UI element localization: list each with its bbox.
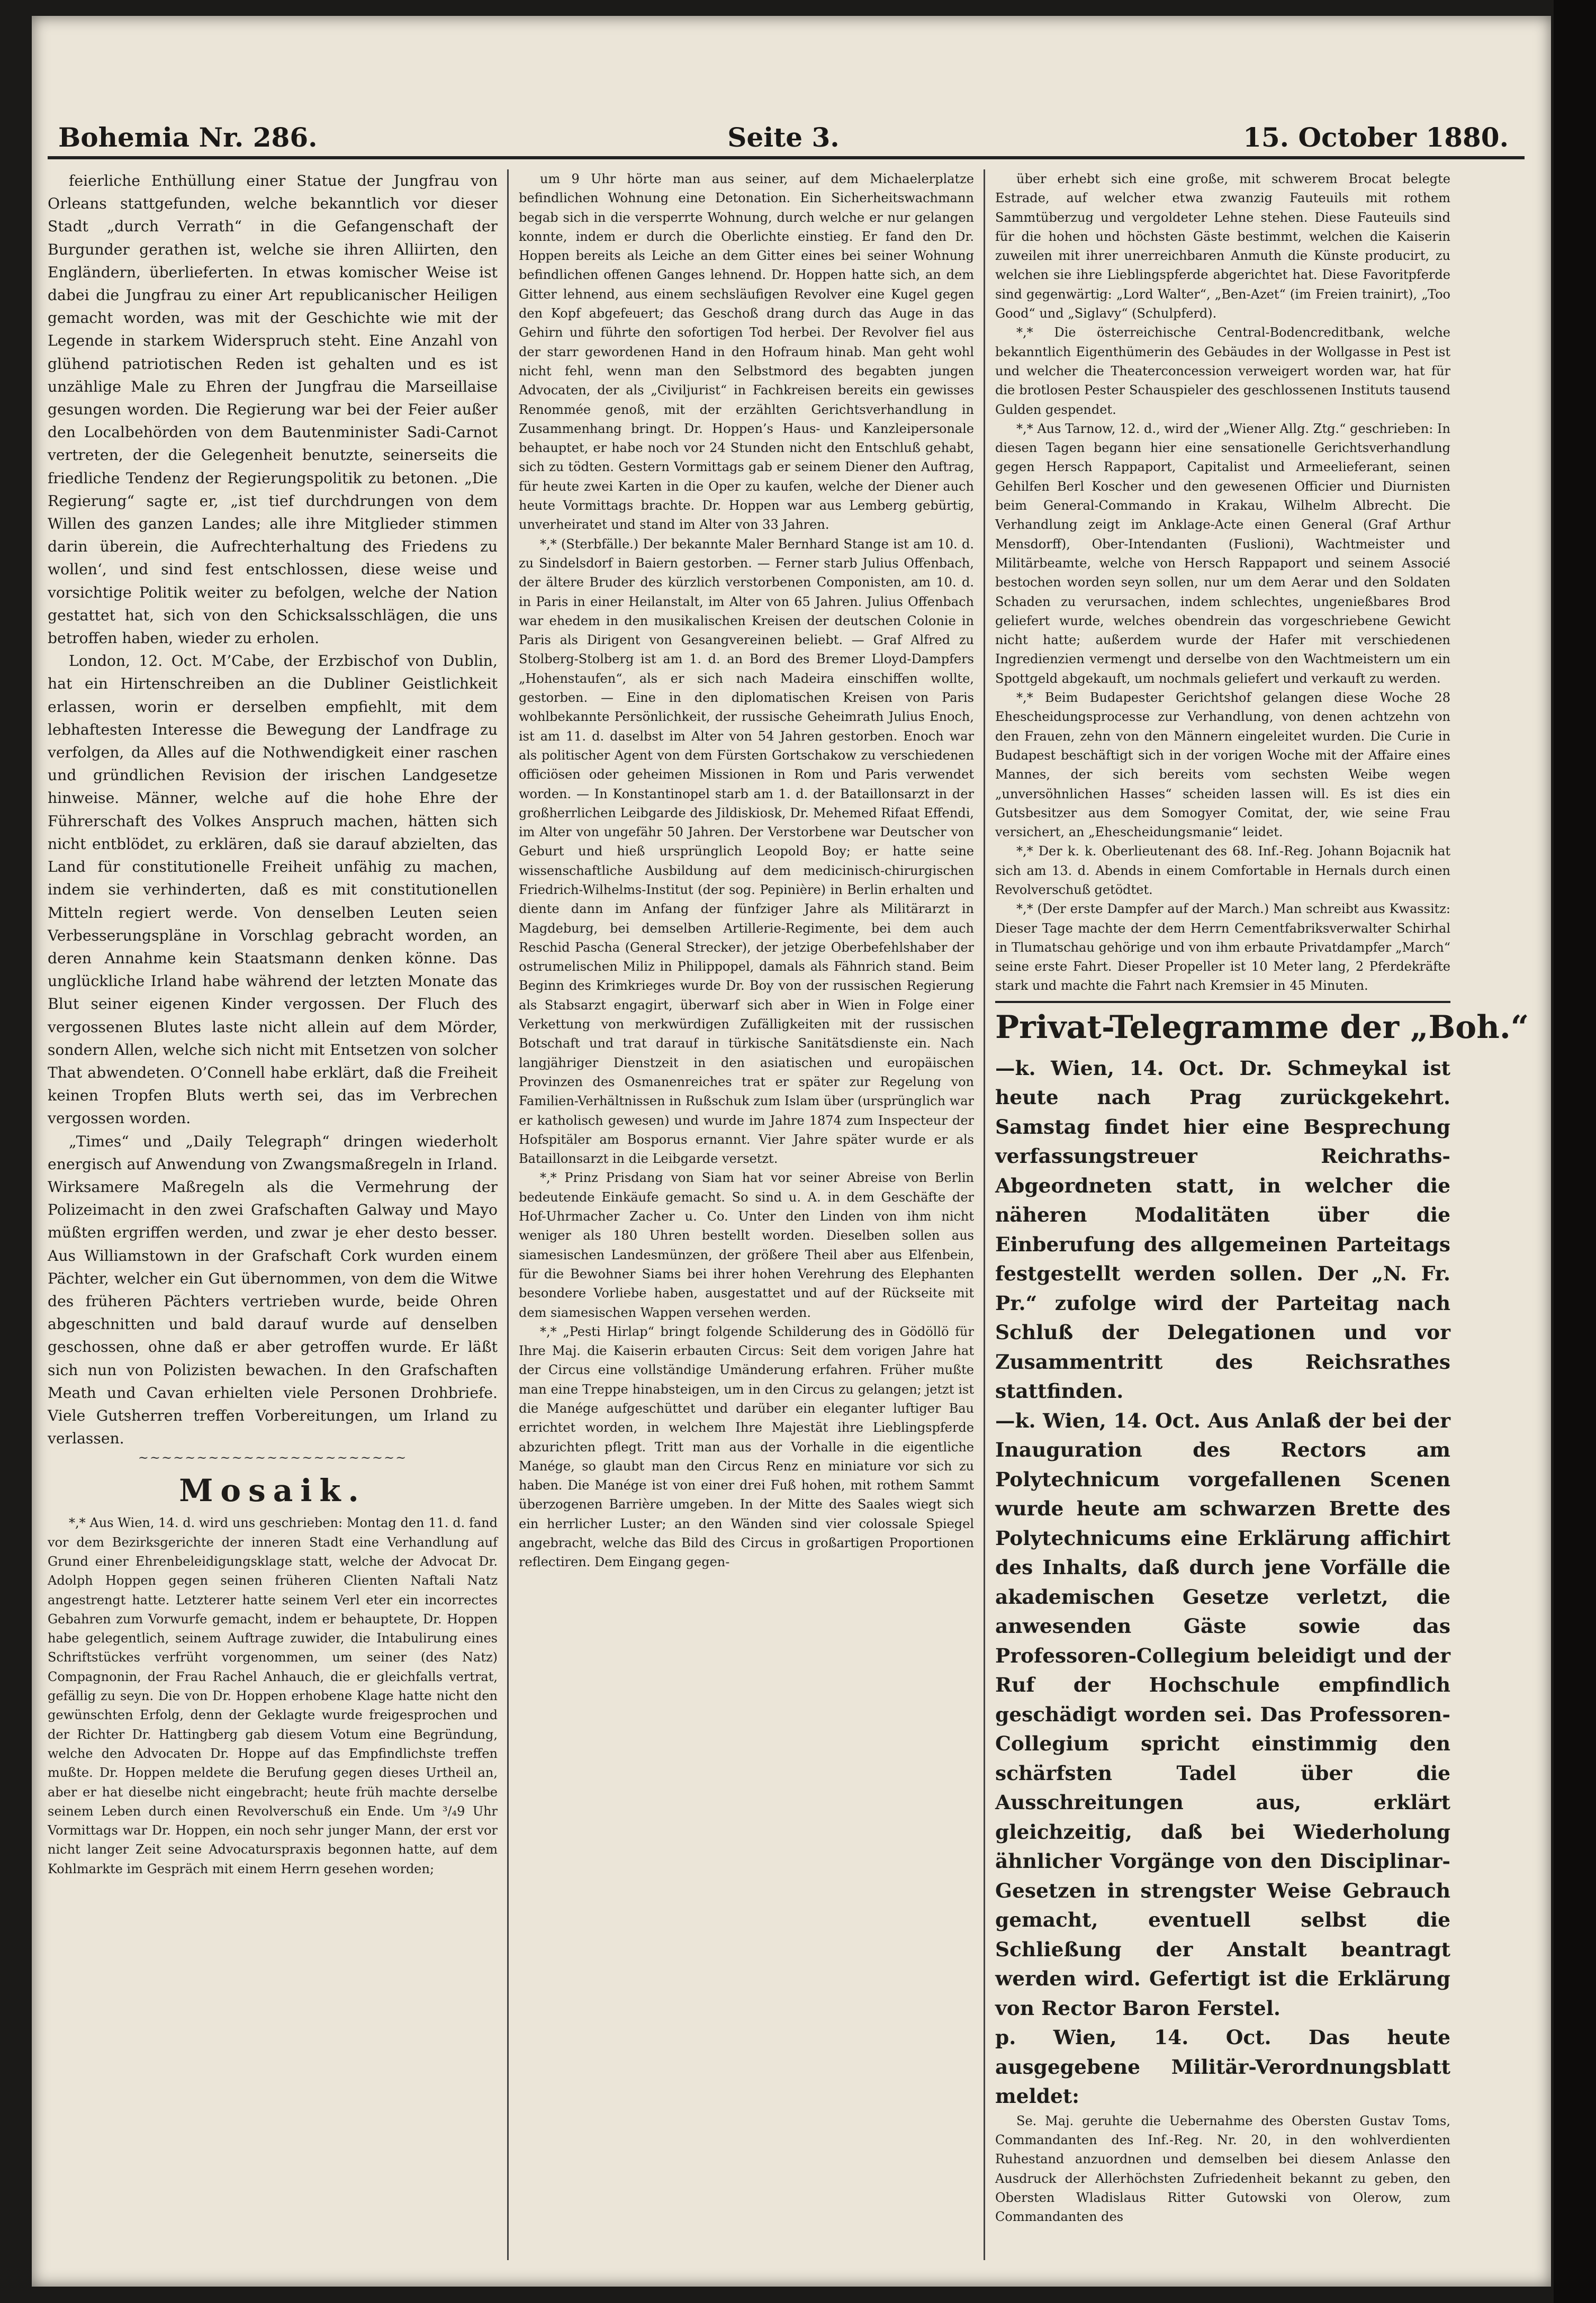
section-heading-mosaik: Mosaik. [179, 1473, 366, 1509]
article-times: „Times“ und „Daily Telegraph“ dringen wiederholt energisch auf Anwendung von Zwangsmaßregeln in Irland. Wirksamere Maßregeln als die Vermehrung der Polizeimacht in den zwei Grafschaften Galway und Mayo müßten ergriffen werden, und zwar je eher desto besser. Aus Williamstown in der Grafschaft Cork wurden einem Pächter, welcher ein Gut übernommen, von dem die Witwe des früheren Pächters vertrieben wurde, beide Ohren abgeschnitten und bald darauf wurde auf denselben geschossen, ohne daß er aber getroffen wurde. Er läßt sich nun von Polizisten bewachen. In den Grafschaften Meath und Cavan erhielten viele Personen Drohbriefe. Viele Gutsherren treffen Vorbereitungen, um Irland zu verlassen. [48, 1132, 498, 1448]
page-header [48, 95, 1519, 159]
article-pesti-hirlap: *,* „Pesti Hirlap“ bringt folgende Schilderung des in Gödöllö für Ihre Maj. die Kaiserin erbauten Circus: Seit dem vorigen Jahre hat der Circus eine vollständige Umänderung erfahren. Früher mußte man eine Treppe hinabsteigen, um in den Circus zu gelangen; jetzt ist die Manége aufgeschüttet und darüber ein eleganter luftiger Bau errichtet worden, in welchem Ihre Majestät ihre Lieblingspferde abzurichten pflegt. Tritt man aus der Vorhalle in die eigentliche Manége, so glaubt man den Circus Renz en miniature vor sich zu haben. Die Manége ist von einer drei Fuß hohen, mit rothem Sammt überzogenen Barrière umgeben. In der Mitte des Saales wiegt sich ein herrlicher Luster; an den Wänden sind vier colossale Spiegel angebracht, welche das Bild des Circus in großartigen Proportionen reflectiren. Dem Eingang gegen- [519, 1324, 974, 1570]
article-orleans: feierliche Enthüllung einer Statue der Jungfrau von Orleans stattgefunden, welche bekanntlich vor dieser Stadt „durch Verrath“ in die Gefangenschaft der Burgunder gerathen ist, welche sie ihren Alliirten, den Engländern, überlieferten. In etwas komischer Weise ist dabei die Jungfrau zu einer Art republicanischer Heiligen gemacht worden, was mit der Geschichte wie mit der Legende in starkem Widerspruch steht. Eine Anzahl von glühend patriotischen Reden ist gehalten und es ist unzählige Male zu Ehren der Jungfrau die Marseillaise gesungen worden. Die Regierung war bei der Feier außer den Localbehörden von dem Bautenminister Sadi-Carnot vertreten, der die Gelegenheit benutzte, seinerseits die friedliche Tendenz der Regierungspolitik zu betonen. „Die Regierung“ sagte er, „ist tief durchdrungen von dem Willen des ganzen Landes; alle ihre Mitglieder stimmen darin überein, die Aufrechterhaltung des Friedens zu wollen‘, und sind fest entschlossen, diese weise und vorsichtige Politik weiter zu befolgen, welche der Nation gestattet hat, sich von den Schicksalsschlägen, die uns betroffen haben, wieder zu erholen. [48, 172, 498, 647]
article-dampfer: *,* (Der erste Dampfer auf der March.) Man schreibt aus Kwassitz: Dieser Tage machte der dem Herrn Cementfabriksverwalter Schirhal in Tlumatschau gehörige und von ihm erbaute Privatdampfer „March“ seine erste Fahrt. Dieser Propeller ist 10 Meter lang, 2 Pferdekräfte stark und machte die Fahrt nach Kremsier in 45 Minuten. [995, 901, 1450, 994]
article-tarnow: *,* Aus Tarnow, 12. d., wird der „Wiener Allg. Ztg.“ geschrieben: In diesen Tagen begann hier eine sensationelle Gerichtsverhandlung gegen Hersch Rappaport, Capitalist und Armeelieferant, seinen Gehilfen Berl Koscher und den gewesenen Officier und Diurnisten beim General-Commando in Krakau, Wilhelm Albrecht. Die Verhandlung zeigt im Anklage-Acte einen General (Graf Arthur Mensdorff), Ober-Intendanten (Fuslioni), Wachtmeister und Militärbeamte, welche von Hersch Rappaport und seinem Associé bestochen worden seyn sollen, nur um dem Aerar und den Soldaten Schaden zu verursachen, indem schlechtes, ungenießbares Brod geliefert wurde, welches obendrein das vorgeschriebene Gewicht nicht hatte; außerdem wurde der Hafer mit verschiedenen Ingredienzien vermengt und derselbe von den Wachtmeistern um ein Spottgeld abgekauft, um nochmals geliefert und verkauft zu werden. [995, 421, 1450, 686]
column-2 [519, 169, 974, 2265]
column-divider-2 [984, 169, 985, 2260]
column-1 [48, 169, 498, 2255]
column-3 [995, 169, 1529, 2265]
scan-edge [1554, 0, 1596, 2303]
telegram-polytechnicum: —k. Wien, 14. Oct. Aus Anlaß der bei der Inauguration des Rectors am Polytechnicum vorgefallenen Scenen wurde heute am schwarzen Brette des Polytechnicums eine Erklärung affichirt des Inhalts, daß durch jene Vorfälle die akademischen Gesetze verletzt, die anwesenden Gäste sowie das Professoren-Collegium beleidigt und der Ruf der Hochschule empfindlich geschädigt worden sei. Das Professoren-Collegium spricht einstimmig den schärfsten Tadel über die Ausschreitungen aus, erklärt gleichzeitig, daß bei Wiederholung ähnlicher Vorgänge von den Disciplinar-Gesetzen in strengster Weise Gebrauch gemacht, eventuell selbst die Schließung der Anstalt beantragt werden wird. Gefertigt ist die Erklärung von Rector Baron Ferstel. [995, 1408, 1450, 2020]
newspaper-page [32, 16, 1551, 2287]
column-divider-1 [507, 169, 509, 2260]
page-number: Seite 3. [727, 122, 840, 153]
article-london: London, 12. Oct. M’Cabe, der Erzbischof von Dublin, hat ein Hirtenschreiben an die Dubliner Geistlichkeit erlassen, worin er derselben empfiehlt, mit dem lebhaftesten Interesse die Bewegung der Landfrage zu verfolgen, da Alles auf die Nothwendigkeit einer raschen und gründlichen Revision der irischen Landgesetze hinweise. Männer, welche auf die hohe Ehre der Führerschaft des Volkes Anspruch machen, hätten sich nicht entblödet, zu erklären, daß sie darauf abzielten, das Land für constitutionelle Freiheit unfähig zu machen, indem sie verhinderten, daß es mit constitutionellen Mitteln regiert werde. Von denselben Leuten seien Verbesserungspläne in Vorschlag gebracht worden, an deren Annahme kein Staatsmann denken könne. Das unglückliche Irland habe während der letzten Monate das Blut seiner eigenen Kinder vergossen. Der Fluch des vergossenen Blutes laste nicht allein auf dem Mörder, sondern Allen, welche sich nicht mit Entsetzen von solcher That abwendeten. O’Connell habe erklärt, daß die Freiheit keinen Tropfen Bluts werth sei, das im Verbrechen vergossen worden. [48, 652, 498, 1127]
issue-date: 15. October 1880. [1243, 122, 1509, 153]
article-wien-hoppen: *,* Aus Wien, 14. d. wird uns geschrieben: Montag den 11. d. fand vor dem Bezirksgerichte der inneren Stadt eine Verhandlung auf Grund einer Ehrenbeleidigungsklage statt, welche der Advocat Dr. Adolph Hoppen gegen seinen früheren Clienten Naftali Natz angestrengt hatte. Letzterer hatte seinem Verl eter ein incorrectes Gebahren zum Vorwurfe gemacht, indem er behauptete, Dr. Hoppen habe gelegentlich, seinem Auftrage zuwider, die Intabulirung eines Schriftstückes verfrüht vorgenommen, um seiner (des Natz) Compagnonin, der Frau Rachel Anhauch, die er gleichfalls vertrat, gefällig zu seyn. Die von Dr. Hoppen erhobene Klage hatte nicht den gewünschten Erfolg, denn der Geklagte wurde freigesprochen und der Richter Dr. Hattingberg gab diesem Votum eine Begründung, welche den Advocaten Dr. Hoppe auf das Empfindlichste treffen mußte. Dr. Hoppen meldete die Berufung gegen dieses Urtheil an, aber er hat dieselbe nicht eingebracht; heute früh machte derselbe seinem Leben durch einen Revolverschuß ein Ende. Um ³/₄9 Uhr Vormittags war Dr. Hoppen, ein noch sehr junger Mann, der erst vor nicht langer Zeit seine Advocaturspraxis begonnen hatte, auf dem Kohlmarkte im Gespräch mit einem Herrn gesehen worden; [48, 1515, 498, 1876]
telegram-verordnung-text: Se. Maj. geruhte die Uebernahme des Obersten Gustav Toms, Commandanten des Inf.-Reg. Nr. 20, in den wohlverdienten Ruhestand anzuordnen und demselben bei diesem Anlasse den Ausdruck der Allerhöchsten Zufriedenheit bekannt zu geben, den Obersten Wladislaus Ritter Gutowski von Olerow, zum Commandanten des [995, 2113, 1450, 2225]
telegram-schmeykal: —k. Wien, 14. Oct. Dr. Schmeykal ist heute nach Prag zurückgekehrt. Samstag findet hier eine Besprechung verfassungstreuer Reichraths-Abgeordneten statt, in welcher die näheren Modalitäten über die Einberufung des allgemeinen Parteitags festgestellt werden sollen. Der „N. Fr. Pr.“ zufolge wird der Parteitag nach Schluß der Delegationen und vor Zusammentritt des Reichsrathes stattfinden. [995, 1056, 1450, 1403]
header-rule [48, 156, 1525, 159]
section-ornament: ~~~~~~~~~~~~~~~~~~~~~~~ [138, 1450, 408, 1466]
article-sterbfaelle: *,* (Sterbfälle.) Der bekannte Maler Bernhard Stange ist am 10. d. zu Sindelsdorf in Baiern gestorben. — Ferner starb Julius Offenbach, der ältere Bruder des kürzlich verstorbenen Componisten, am 10. d. in Paris in einer Heilanstalt, im Alter von 65 Jahren. Julius Offenbach war ehedem in den musikalischen Kreisen der deutschen Colonie in Paris als Dirigent von Gesangvereinen beliebt. — Graf Alfred zu Stolberg-Stolberg ist am 1. d. an Bord des Bremer Lloyd-Dampfers „Hohenstaufen“, als er sich nach Madeira einschiffen wollte, gestorben. — Eine in den diplomatischen Kreisen von Paris wohlbekannte Persönlichkeit, der russische Geheimrath Julius Enoch, ist am 11. d. daselbst im Alter von 54 Jahren gestorben. Enoch war als politischer Agent von dem Fürsten Gortschakow zu verschiedenen officiösen oder geheimen Missionen in Rom und Paris verwendet worden. — In Konstantinopel starb am 1. d. der Bataillonsarzt in der großherrlichen Leibgarde des Jildiskiosk, Dr. Mehemed Rifaat Effendi, im Alter von ungefähr 50 Jahren. Der Verstorbene war Deutscher von Geburt und hieß ursprünglich Leopold Boy; er hatte seine wissenschaftliche Ausbildung auf dem medicinisch-chirurgischen Friedrich-Wilhelms-Institut (der sog. Pepinière) in Berlin erhalten und diente dann im Anfang der fünfziger Jahre als Militärarzt in Magdeburg, bei demselben Artillerie-Regimente, bei dem auch Reschid Pascha (General Strecker), der jetzige Oberbefehlshaber der ostrumelischen Miliz in Philippopel, damals als Fähnrich stand. Beim Beginn des Krimkrieges wurde Dr. Boy von der russischen Regierung als Stabsarzt engagirt, überwarf sich aber in Wien in Folge einer Verkettung von merkwürdigen Zufälligkeiten mit der russischen Botschaft und trat darauf in türkische Sanitätsdienste ein. Nach langjähriger Dienstzeit in den asiatischen und europäischen Provinzen des Osmanenreiches trat er später zur Regelung von Familien-Verhältnissen in Rußschuk zum Islam über (ursprünglich war er katholisch gewesen) und wurde im Jahre 1874 zum Inspecteur der Hofspitäler am Bosporus ernannt. Vier Jahre später wurde er als Bataillonsarzt in die Leibgarde versetzt. [519, 536, 974, 1167]
article-hoppen-cont: um 9 Uhr hörte man aus seiner, auf dem Michaelerplatze befindlichen Wohnung eine Detonation. Ein Sicherheitswachmann begab sich in die versperrte Wohnung, durch welche er nur gelangen konnte, indem er durch die Oberlichte einstieg. Er fand den Dr. Hoppen bereits als Leiche an dem Gitter eines bei seiner Wohnung befindlichen offenen Ganges lehnend. Dr. Hoppen hatte sich, an dem Gitter lehnend, aus einem sechsläufigen Revolver eine Kugel gegen den Kopf abgefeuert; das Geschoß drang durch das Auge in das Gehirn und führte den sofortigen Tod herbei. Der Revolver fiel aus der starr gewordenen Hand in den Hofraum hinab. Man geht wohl nicht fehl, wenn man den Selbstmord des begabten jungen Advocaten, der als „Civiljurist“ in Fachkreisen bereits ein gewisses Renommée genoß, mit der erzählten Gerichtsverhandlung in Zusammenhang bringt. Dr. Hoppen’s Haus- und Kanzleipersonale behauptet, er habe noch vor 24 Stunden nicht den Entschluß gehabt, sich zu tödten. Gestern Vormittags gab er seinem Diener den Auftrag, für heute zwei Karten in die Oper zu kaufen, welche der Diener auch heute Vormittags brachte. Dr. Hoppen war aus Lemberg gebürtig, unverheiratet und stand im Alter von 33 Jahren. [519, 171, 974, 532]
article-prinz-siam: *,* Prinz Prisdang von Siam hat vor seiner Abreise von Berlin bedeutende Einkäufe gemacht. So sind u. A. in dem Geschäfte der Hof-Uhrmacher Zacher u. Co. Unter den Linden von ihm nicht weniger als 180 Uhren bestellt worden. Dieselben sollen aus siamesischen Landesmünzen, der größere Theil aber aus Elfenbein, für die Bewohner Siams bei ihrer hohen Verehrung des Elephanten besondere Vorliebe haben, ausgestattet und auf der Rückseite mit dem siamesischen Wappen versehen werden. [519, 1170, 974, 1320]
section-heading-telegramme: Privat-Telegramme der „Boh.“ [995, 1001, 1450, 1049]
issue-label: Bohemia Nr. 286. [58, 122, 318, 153]
article-circus-cont: über erhebt sich eine große, mit schwerem Brocat belegte Estrade, auf welcher etwa zwanzig Fauteuils mit rothem Sammtüberzug und vergoldeter Lehne stehen. Diese Fauteuils sind für die hohen und höchsten Gäste bestimmt, welchen die Kaiserin zuweilen mit ihrer unerreichbaren Anmuth die Künste producirt, zu welchen sie ihre Lieblingspferde abgerichtet hat. Diese Favoritpferde sind gegenwärtig: „Lord Walter“, „Ben-Azet“ (im Freien trainirt), „Too Good“ und „Siglavy“ (Schulpferd). [995, 171, 1450, 321]
article-bodencredit: *,* Die österreichische Central-Bodencreditbank, welche bekanntlich Eigenthümerin des Gebäudes in der Wollgasse in Pest ist und welcher die Theaterconcession verweigert worden war, hat für die brotlosen Pester Schauspieler des geschlossenen Instituts tausend Gulden gespendet. [995, 325, 1450, 417]
article-budapest: *,* Beim Budapester Gerichtshof gelangen diese Woche 28 Ehescheidungsprocesse zur Verhandlung, von denen achtzehn von den Frauen, zehn von den Männern eingeleitet wurden. Die Curie in Budapest beschäftigt sich in der vorigen Woche mit der Affaire eines Mannes, der sich bereits vom sechsten Weibe wegen „unversöhnlichen Hasses“ scheiden lassen will. Es ist dies ein Gutsbesitzer aus dem Somogyer Comitat, der, wie seine Frau versichert, an „Ehescheidungsmanie“ leidet. [995, 690, 1450, 840]
article-oberlieutenant: *,* Der k. k. Oberlieutenant des 68. Inf.-Reg. Johann Bojacnik hat sich am 13. d. Abends in einem Comfortable in Hernals durch einen Revolverschuß getödtet. [995, 844, 1450, 897]
telegram-verordnungsblatt: p. Wien, 14. Oct. Das heute ausgegebene Militär-Verordnungsblatt meldet: [995, 2026, 1450, 2108]
